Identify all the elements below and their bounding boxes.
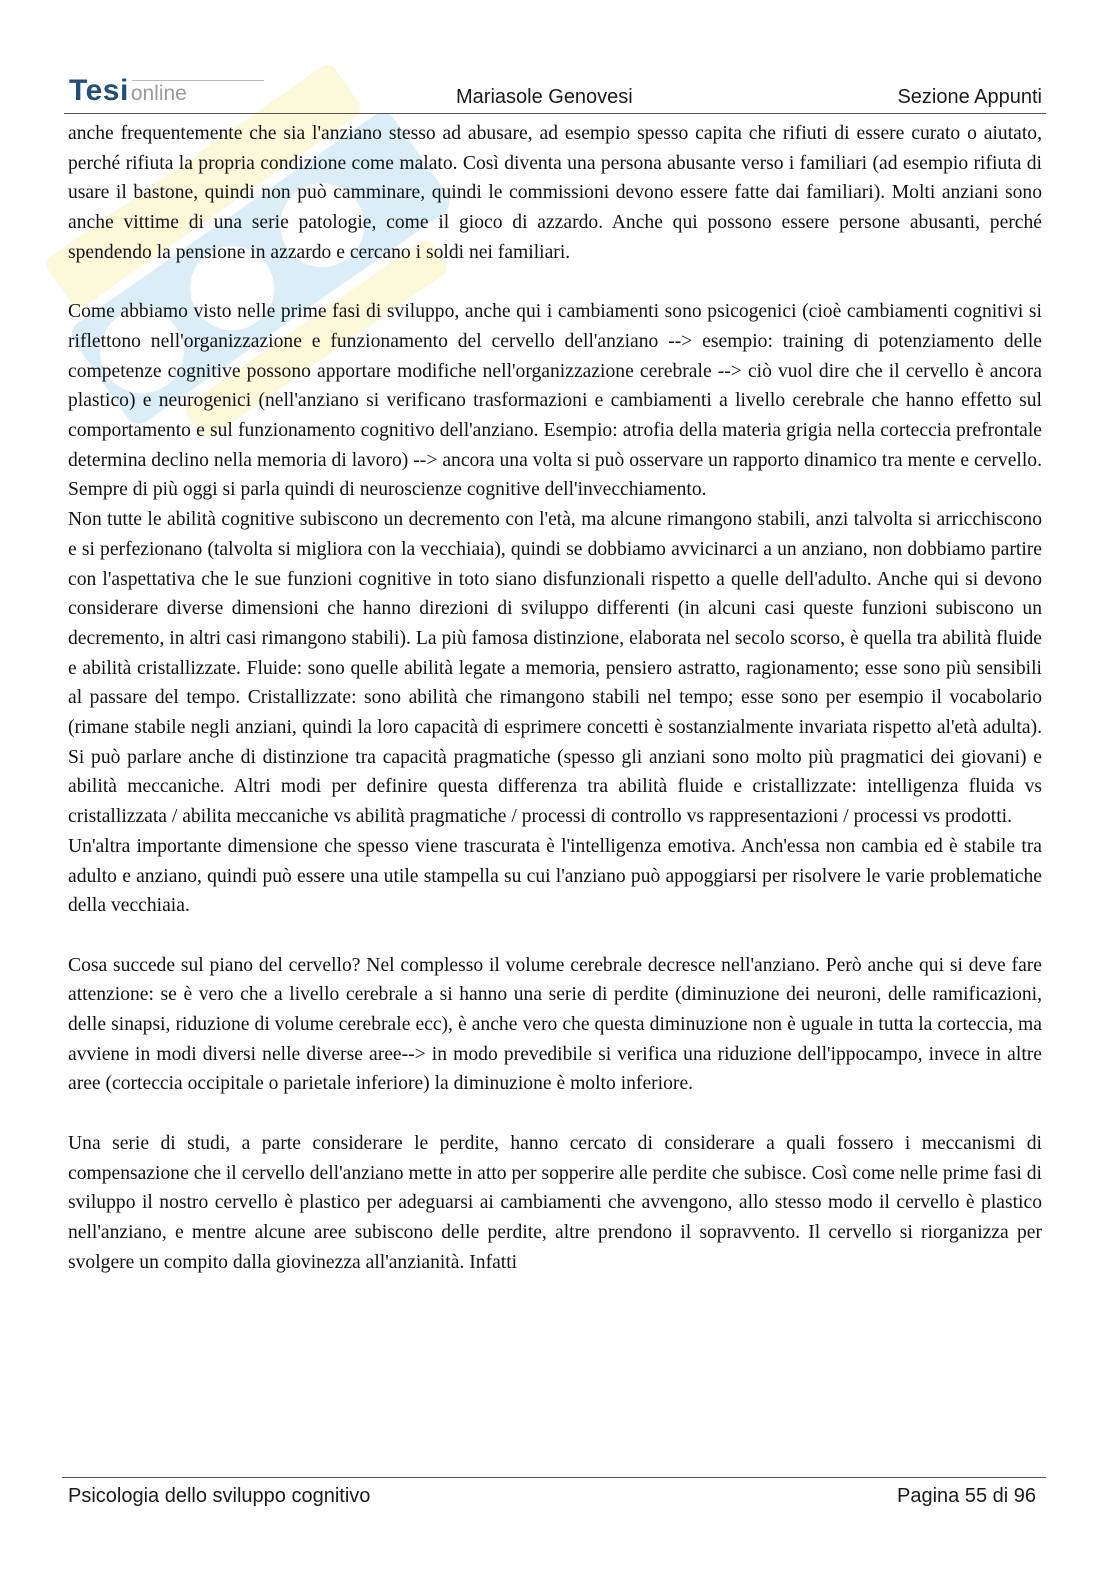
footer-course-title: Psicologia dello sviluppo cognitivo — [68, 1485, 371, 1507]
header-divider — [64, 113, 1046, 114]
paragraph-1: anche frequentemente che sia l'anziano stesso ad abusare, ad esempio spesso capita che rifiuti di essere curato o aiutato, perché rifiuta la propria condizione come malato. Così diventa una persona abusante verso i familiari (ad esempio rifiuta di usare il bastone, quindi non può camminare, quindi le commissioni devono essere fatte dai familiari). Molti anziani sono anche vittime di una serie patologie, come il gioco di azzardo. Anche qui possono essere persone abusanti, perché spendendo la pensione in azzardo e cercano i soldi nei familiari. — [68, 123, 1042, 263]
page-header — [64, 70, 1046, 114]
header-author: Mariasole Genovesi — [456, 86, 633, 108]
logo-main-text: Tesi — [69, 74, 129, 107]
logo-rule — [132, 80, 264, 81]
footer-page-number: Pagina 55 di 96 — [896, 1485, 1036, 1507]
footer-divider — [62, 1477, 1046, 1478]
paragraph-2: Come abbiamo visto nelle prime fasi di sviluppo, anche qui i cambiamenti sono psicogenici (cioè cambiamenti cognitivi si riflettono nell'organizzazione e funzionamento del cervello dell'anziano --> esempio: training di potenziamento delle competenze cognitive possono apportare modifiche nell'organizzazione cerebrale --> ciò vuol dire che il cervello è ancora plastico) e neurogenici (nell'anziano si verificano trasformazioni e cambiamenti a livello cerebrale che hanno effetto sul comportamento e sul funzionamento cognitivo dell'anziano. Esempio: atrofia della materia grigia nella corteccia prefrontale determina declino nella memoria di lavoro) --> ancora una volta si può osservare un rapporto dinamico tra mente e cervello. Sempre di più oggi si parla quindi di neuroscienze cognitive dell'invecchiamento. — [68, 301, 1042, 501]
paragraph-6: Una serie di studi, a parte considerare le perdite, hanno cercato di considerare a quali fossero i meccanismi di compensazione che il cervello dell'anziano mette in atto per sopperire alle perdite che subisce. Così come nelle prime fasi di sviluppo il nostro cervello è plastico per adeguarsi ai cambiamenti che avvengono, allo stesso modo il cervello è plastico nell'anziano, e mentre alcune aree subiscono delle perdite, altre prendono il sopravvento. Il cervello si riorganizza per svolgere un compito dalla giovinezza all'anzianità. Infatti — [68, 1132, 1042, 1273]
paragraph-3: Non tutte le abilità cognitive subiscono un decremento con l'età, ma alcune rimangono stabili, anzi talvolta si arricchiscono e si perfezionano (talvolta si migliora con la vecchiaia), quindi se dobbiamo avvicinarci a un anziano, non dobbiamo partire con l'aspettativa che le sue funzioni cognitive in toto siano disfunzionali rispetto a quelle dell'adulto. Anche qui si devono considerare diverse dimensioni che hanno direzioni di sviluppo differenti (in alcuni casi queste funzioni subiscono un decremento, in altri casi rimangono stabili). La più famosa distinzione, elaborata nel secolo scorso, è quella tra abilità fluide e abilità cristallizzate. Fluide: sono quelle abilità legate a memoria, pensiero astratto, ragionamento; esse sono più sensibili al passare del tempo. Cristallizzate: sono abilità che rimangono stabili nel tempo; esse sono per esempio il vocabolario (rimane stabile negli anziani, quindi la loro capacità di esprimere concetti è sostanzialmente invariata rispetto al'età adulta). Si può parlare anche di distinzione tra capacità pragmatiche (spesso gli anziani sono molto più pragmatici dei giovani) e abilità meccaniche. Altri modi per definire questa differenza tra abilità fluide e cristallizzate: intelligenza fluida vs cristallizzata / abilita meccaniche vs abilità pragmatiche / processi di controllo vs rappresentazioni / processi vs prodotti. — [68, 509, 1042, 828]
header-section: Sezione Appunti — [897, 86, 1042, 108]
logo-suffix-text: online — [130, 82, 187, 105]
paragraph-4: Un'altra importante dimensione che spesso viene trascurata è l'intelligenza emotiva. Anch'essa non cambia ed è stabile tra adulto e anziano, quindi può essere una utile stampella su cui l'anziano può appoggiarsi per risolvere le varie problematiche della vecchiaia. — [68, 835, 1042, 917]
document-body — [68, 119, 1042, 1277]
paragraph-5: Cosa succede sul piano del cervello? Nel complesso il volume cerebrale decresce nell'anziano. Però anche qui si deve fare attenzione: se è vero che a livello cerebrale a si hanno una serie di perdite (diminuzione dei neuroni, delle ramificazioni, delle sinapsi, riduzione di volume cerebrale ecc), è anche vero che questa diminuzione non è uguale in tutta la corteccia, ma avviene in modi diversi nelle diverse aree--> in modo prevedibile si verifica una riduzione dell'ippocampo, invece in altre aree (corteccia occipitale o parietale inferiore) la diminuzione è molto inferiore. — [68, 954, 1042, 1095]
